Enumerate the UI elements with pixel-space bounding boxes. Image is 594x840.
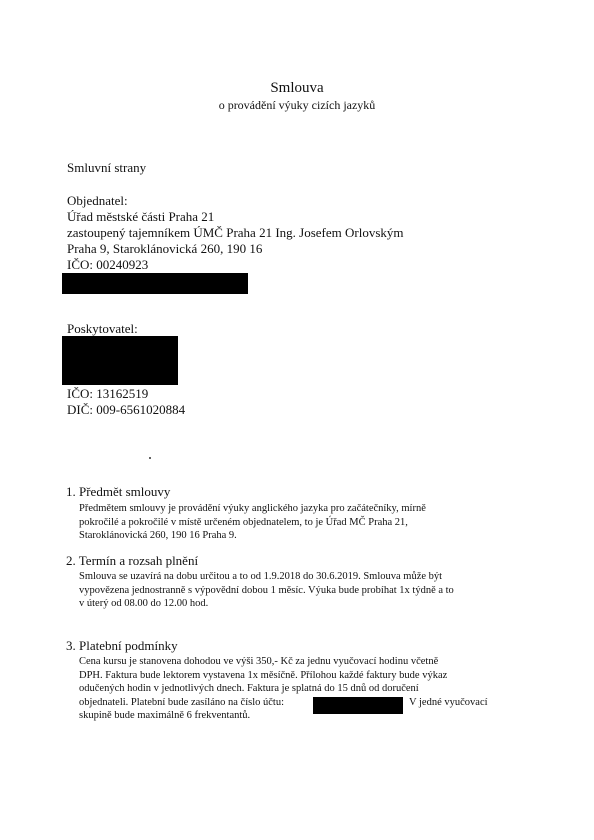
page-subtitle: o provádění výuky cizích jazyků: [218, 98, 376, 112]
section-body: [79, 502, 426, 543]
section-line: Předmětem smlouvy je provádění výuky anglického jazyka pro začátečníky, mírně: [79, 503, 426, 514]
page-title: Smlouva: [270, 80, 324, 96]
section-line: Staroklánovická 260, 190 16 Praha 9.: [79, 530, 237, 541]
section-body: [79, 570, 454, 611]
provider-label: Poskytovatel:: [67, 321, 138, 336]
section-heading: 3. Platební podmínky: [66, 638, 178, 653]
section-line: v úterý od 08.00 do 12.00 hod.: [79, 598, 209, 609]
section-line: pokročilé a pokročilé v místě určeném objednatelem, to je Úřad MČ Praha 21,: [79, 516, 408, 528]
provider-ico: IČO: 13162519: [67, 386, 149, 401]
ordering-party-label: Objednatel:: [67, 193, 128, 208]
section-heading: 2. Termín a rozsah plnění: [66, 553, 199, 568]
section-line: odučených hodin v jednotlivých dnech. Faktura je splatná do 15 dnů od doručení: [79, 683, 419, 694]
ordering-party-line: Úřad městské části Praha 21: [67, 209, 215, 224]
section-heading: 1. Předmět smlouvy: [66, 484, 171, 499]
redaction-bar: [62, 273, 248, 294]
section-line-suffix: V jedné vyučovací: [409, 697, 488, 708]
section-line: objednateli. Platební bude zasíláno na číslo účtu:: [79, 696, 284, 708]
section-line: Smlouva se uzavírá na dobu určitou a to od 1.9.2018 do 30.6.2019. Smlouva může být: [79, 571, 443, 582]
section-line: Cena kursu je stanovena dohodou ve výši 350,- Kč za jednu vyučovací hodinu včetně: [79, 656, 439, 667]
section-line: skupině bude maximálně 6 frekventantů.: [79, 710, 251, 721]
section-line: DPH. Faktura bude lektorem vystavena 1x měsíčně. Přílohou každé faktury bude výkaz: [79, 669, 448, 681]
ordering-party-line: zastoupený tajemníkem ÚMČ Praha 21 Ing. Josefem Orlovským: [67, 225, 404, 240]
ordering-party-ico: IČO: 00240923: [67, 257, 149, 272]
scan-speck: [149, 457, 151, 459]
provider-dic: DIČ: 009-6561020884: [67, 402, 186, 417]
parties-label: Smluvní strany: [67, 160, 147, 175]
redaction-bar: [62, 336, 178, 385]
redaction-bar: [313, 697, 403, 714]
ordering-party-line: Praha 9, Staroklánovická 260, 190 16: [67, 241, 263, 256]
section-line: vypovězena jednostranně s výpovědní dobou 1 měsíc. Výuka bude probíhat 1x týdně a to: [79, 584, 454, 596]
